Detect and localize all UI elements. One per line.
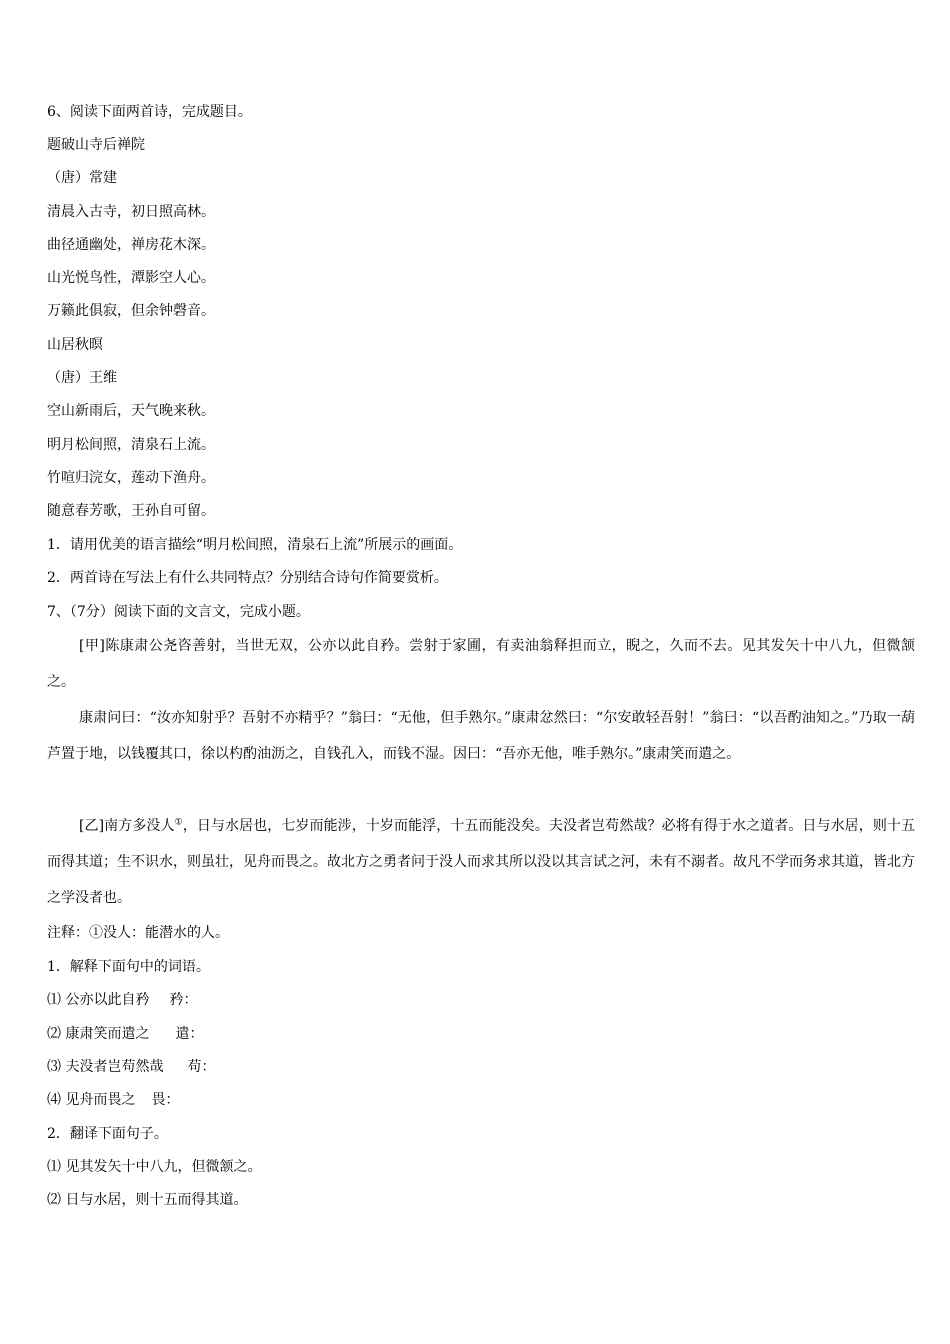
poem-1-line: 山光悦鸟性，潭影空人心。 — [47, 270, 215, 286]
poem-1-line: 曲径通幽处，禅房花木深。 — [47, 237, 215, 253]
passage-jia-paragraph-2: 康肃问曰：“汝亦知射乎？吾射不亦精乎？”翁曰：“无他，但手熟尔。”康肃忿然曰：“尔安敢轻吾射！”翁曰：“以吾酌油知之。”乃取一葫芦置于地，以钱覆其口，徐以杓酌油沥之，自钱孔入，而钱不湿。因曰：“吾亦无他，唯手熟尔。”康肃笑而遣之。 — [47, 710, 915, 762]
vocab-item — [47, 1024, 203, 1044]
poem-2-author: （唐）王维 — [47, 370, 117, 386]
vocab-sentence: ⑵ 康肃笑而遣之 — [47, 1026, 150, 1042]
passage-yi-paragraph — [47, 808, 915, 916]
footnote: 注释：①没人：能潜水的人。 — [47, 925, 229, 941]
passage-yi-text-rest: ，日与水居也，七岁而能涉，十岁而能浮，十五而能没矣。夫没者岂苟然哉？必将有得于水之道者。日与水居，则十五而得其道；生不识水，则虽壮，见舟而畏之。故北方之勇者问于没人而求其所以没以其言试之河，未有不溺者。故凡不学而务求其道，皆北方之学没者也。 — [47, 818, 915, 906]
poem-1-line: 清晨入古寺，初日照高林。 — [47, 204, 215, 220]
vocab-sentence: ⑶ 夫没者岂苟然哉 — [47, 1059, 164, 1075]
vocab-sentence: ⑷ 见舟而畏之 — [47, 1092, 136, 1108]
poem-1-title: 题破山寺后禅院 — [47, 137, 145, 153]
poem-2-line: 随意春芳歌，王孙自可留。 — [47, 503, 215, 519]
vocab-word: 苟： — [187, 1059, 216, 1075]
question-7-1-heading: 1．解释下面句中的词语。 — [47, 959, 210, 975]
vocab-word: 畏： — [151, 1092, 180, 1108]
question-7-heading: 7、（7分）阅读下面的文言文，完成小题。 — [47, 604, 310, 620]
poem-1-author: （唐）常建 — [47, 170, 117, 186]
passage-yi-text-start: [乙]南方多没人 — [79, 818, 175, 834]
passage-jia-paragraph-1: [甲]陈康肃公尧咨善射，当世无双，公亦以此自矜。尝射于家圃，有卖油翁释担而立，睨之，久而不去。见其发矢十中八九，但微颔之。 — [47, 638, 915, 690]
poem-2-line: 空山新雨后，天气晚来秋。 — [47, 403, 215, 419]
translate-item: ⑵ 日与水居，则十五而得其道。 — [47, 1192, 248, 1208]
vocab-word: 矜： — [169, 992, 198, 1008]
vocab-word: 遣： — [175, 1026, 204, 1042]
vocab-sentence: ⑴ 公亦以此自矜 — [47, 992, 150, 1008]
poem-2-line: 明月松间照，清泉石上流。 — [47, 437, 215, 453]
translate-item: ⑴ 见其发矢十中八九，但微颔之。 — [47, 1159, 262, 1175]
question-6-1: 1．请用优美的语言描绘“明月松间照，清泉石上流”所展示的画面。 — [47, 537, 463, 553]
poem-2-title: 山居秋暝 — [47, 337, 103, 353]
poem-1-line: 万籁此俱寂，但余钟磬音。 — [47, 303, 215, 319]
question-6-heading: 6、阅读下面两首诗，完成题目。 — [47, 104, 252, 120]
question-7-2-heading: 2．翻译下面句子。 — [47, 1126, 168, 1142]
footnote-marker: ① — [174, 817, 183, 828]
vocab-item — [47, 1090, 179, 1110]
vocab-item — [47, 1057, 215, 1077]
poem-2-line: 竹喧归浣女，莲动下渔舟。 — [47, 470, 215, 486]
question-6-2: 2．两首诗在写法上有什么共同特点？分别结合诗句作简要赏析。 — [47, 570, 448, 586]
vocab-item — [47, 990, 197, 1010]
